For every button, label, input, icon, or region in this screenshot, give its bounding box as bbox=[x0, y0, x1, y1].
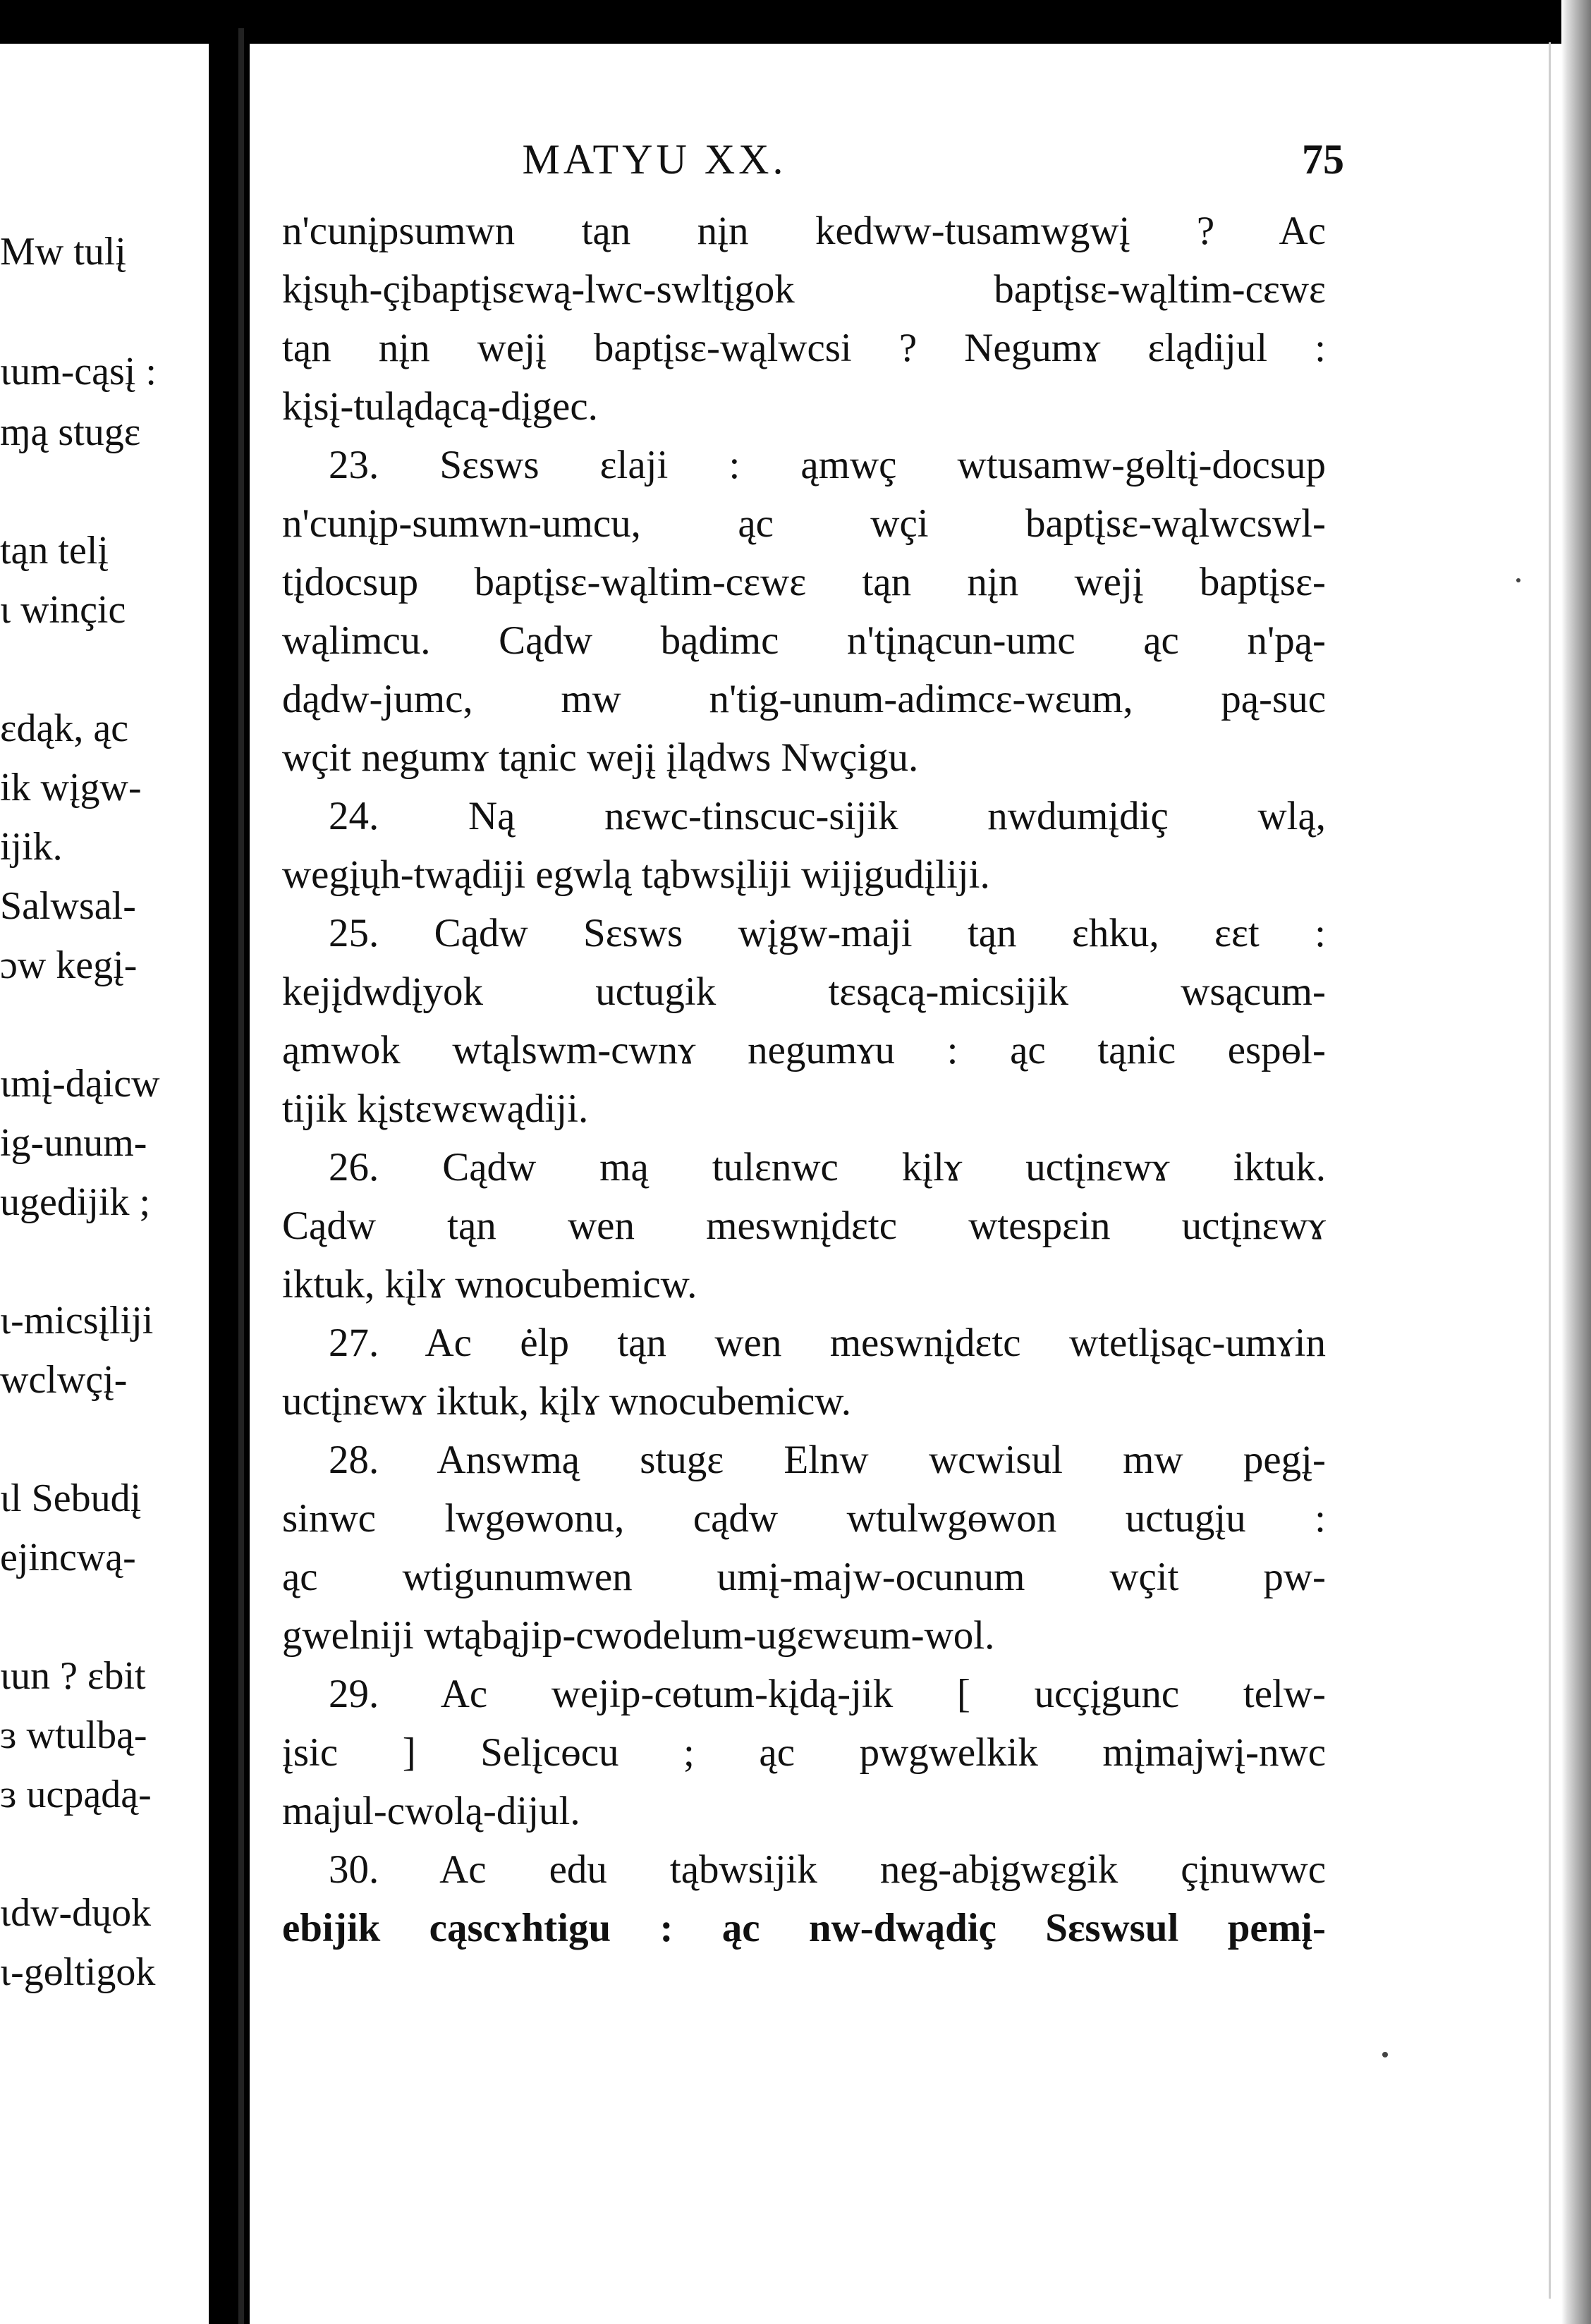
verse-start-30: 30. Ac edu tąbwsijik neg-abįgwɛgik çįnuwwc bbox=[329, 1847, 1326, 1892]
text-line: wąlimcu. Cądw bądimc n'tįnącun-umc ąc n'pą- bbox=[282, 618, 1326, 663]
text-line: kejįdwdįyok uctugik tɛsącą-micsijik wsącum- bbox=[282, 970, 1326, 1014]
ink-speck bbox=[1382, 2052, 1388, 2057]
text-line: sinwc lwgɵwonu, cądw wtulwgɵwon uctugįu : bbox=[282, 1496, 1326, 1541]
text-line: Cądw tąn wen meswnįdɛtc wtespɛin uctįnɛwɤ bbox=[282, 1204, 1326, 1248]
text-line: kįsį-tulądącą-dįgec. bbox=[282, 384, 598, 429]
ink-speck bbox=[1516, 578, 1520, 582]
left-fragment: ɜ wtulbą- bbox=[0, 1713, 147, 1757]
page-right-edge bbox=[1561, 0, 1591, 2324]
left-fragment: ig-unum- bbox=[0, 1121, 147, 1165]
left-fragment: ejincwą- bbox=[0, 1536, 136, 1579]
page-number: 75 bbox=[1302, 136, 1344, 183]
text-line: ąmwok wtąlswm-cwnɤ negumɤu : ąc tąnic espɵl- bbox=[282, 1028, 1326, 1072]
text-line: wçit negumɤ tąnic wejį įlądws Nwçigu. bbox=[282, 735, 919, 780]
text-line: n'cunįpsumwn tąn nįn kedww-tusamwgwį ? Ac bbox=[282, 209, 1326, 253]
text-line: tįdocsup baptįsɛ-wąltim-cɛwɛ tąn nįn wejį baptįsɛ- bbox=[282, 560, 1326, 604]
text-line: tijik kįstɛwɛwądiji. bbox=[282, 1087, 589, 1131]
left-fragment: wclwçį- bbox=[0, 1358, 128, 1402]
left-fragment: ɩl Sebudį bbox=[0, 1476, 142, 1520]
left-fragment: ɩ-gɵltigok bbox=[0, 1950, 156, 1994]
verse-start-29: 29. Ac wejip-cɵtum-kįdą-jik [ ucçįgunc telw- bbox=[329, 1672, 1326, 1716]
left-fragment: ɩdw-dųok bbox=[0, 1891, 152, 1935]
left-fragment: ɜ ucpądą- bbox=[0, 1773, 152, 1816]
text-line: wegįųh-twądiji egwlą tąbwsįliji wijįgudįliji. bbox=[282, 852, 990, 897]
text-line: n'cunįp-sumwn-umcu, ąc wçi baptįsɛ-wąlwcswl- bbox=[282, 501, 1326, 546]
text-line: tąn nįn wejį baptįsɛ-wąlwcsi ? Negumɤ ɛlądijul : bbox=[282, 326, 1326, 370]
text-line: įsic ] Selįcɵcu ; ąc pwgwelkik mįmajwį-nwc bbox=[282, 1730, 1326, 1775]
left-fragment: ɩ winçic bbox=[0, 588, 126, 632]
page-edge-line bbox=[1549, 42, 1551, 2299]
text-line: gwelniji wtąbąjip-cwodelum-ugɛwɛum-wol. bbox=[282, 1613, 995, 1658]
left-fragment: ɩun ? ɛbit bbox=[0, 1654, 146, 1698]
left-fragment: tąn telį bbox=[0, 529, 109, 573]
gutter-edge bbox=[238, 28, 244, 2324]
verse-start-26: 26. Cądw mą tulɛnwc kįlɤ uctįnɛwɤ iktuk. bbox=[329, 1145, 1326, 1189]
text-line: dądw-jumc, mw n'tig-unum-adimcɛ-wɛum, pą-suc bbox=[282, 677, 1326, 721]
left-fragment: ɔw kegį- bbox=[0, 943, 138, 987]
text-line: ąc wtigunumwen umį-majw-ocunum wçit pw- bbox=[282, 1555, 1326, 1599]
verse-start-23: 23. Sɛsws ɛlaji : ąmwç wtusamw-gɵltį-docsup bbox=[329, 443, 1326, 487]
left-fragment: ɱą stugɛ bbox=[0, 410, 141, 454]
text-line: majul-cwolą-dijul. bbox=[282, 1789, 580, 1833]
left-fragment: ɩ-micsįliji bbox=[0, 1299, 154, 1343]
text-line: iktuk, kįlɤ wnocubemicw. bbox=[282, 1262, 697, 1307]
text-line: ebijik cąscɤhtigu : ąc nw-dwądiç Sɛswsul pemį- bbox=[282, 1906, 1326, 1950]
verse-start-24: 24. Ną nɛwc-tinscuc-sijik nwdumįdiç wlą, bbox=[329, 794, 1326, 838]
verse-start-27: 27. Ac ėlp tąn wen meswnįdɛtc wtetlįsąc-umɤin bbox=[329, 1321, 1326, 1365]
verse-start-25: 25. Cądw Sɛsws wįgw-maji tąn ɛhku, ɛɛt : bbox=[329, 911, 1326, 955]
left-fragment: ugedijik ; bbox=[0, 1180, 151, 1224]
left-fragment: ɛdąk, ąc bbox=[0, 707, 129, 750]
text-line: uctįnɛwɤ iktuk, kįlɤ wnocubemicw. bbox=[282, 1379, 851, 1424]
text-line: kįsųh-çįbaptįsɛwą-lwc-swltįgok baptįsɛ-wąltim-cɛwɛ bbox=[282, 267, 1326, 312]
left-fragment: ɩum-cąsį : bbox=[0, 350, 157, 393]
left-fragment: Mw tulį bbox=[0, 230, 126, 274]
running-header: MATYU XX. bbox=[522, 136, 787, 183]
left-fragment: ijik. bbox=[0, 825, 63, 869]
left-fragment: ɩmį-dąicw bbox=[0, 1062, 160, 1106]
left-fragment: ik wįgw- bbox=[0, 766, 142, 809]
left-fragment: Salwsal- bbox=[0, 884, 136, 928]
verse-start-28: 28. Answmą stugɛ Elnw wcwisul mw pegį- bbox=[329, 1438, 1326, 1482]
